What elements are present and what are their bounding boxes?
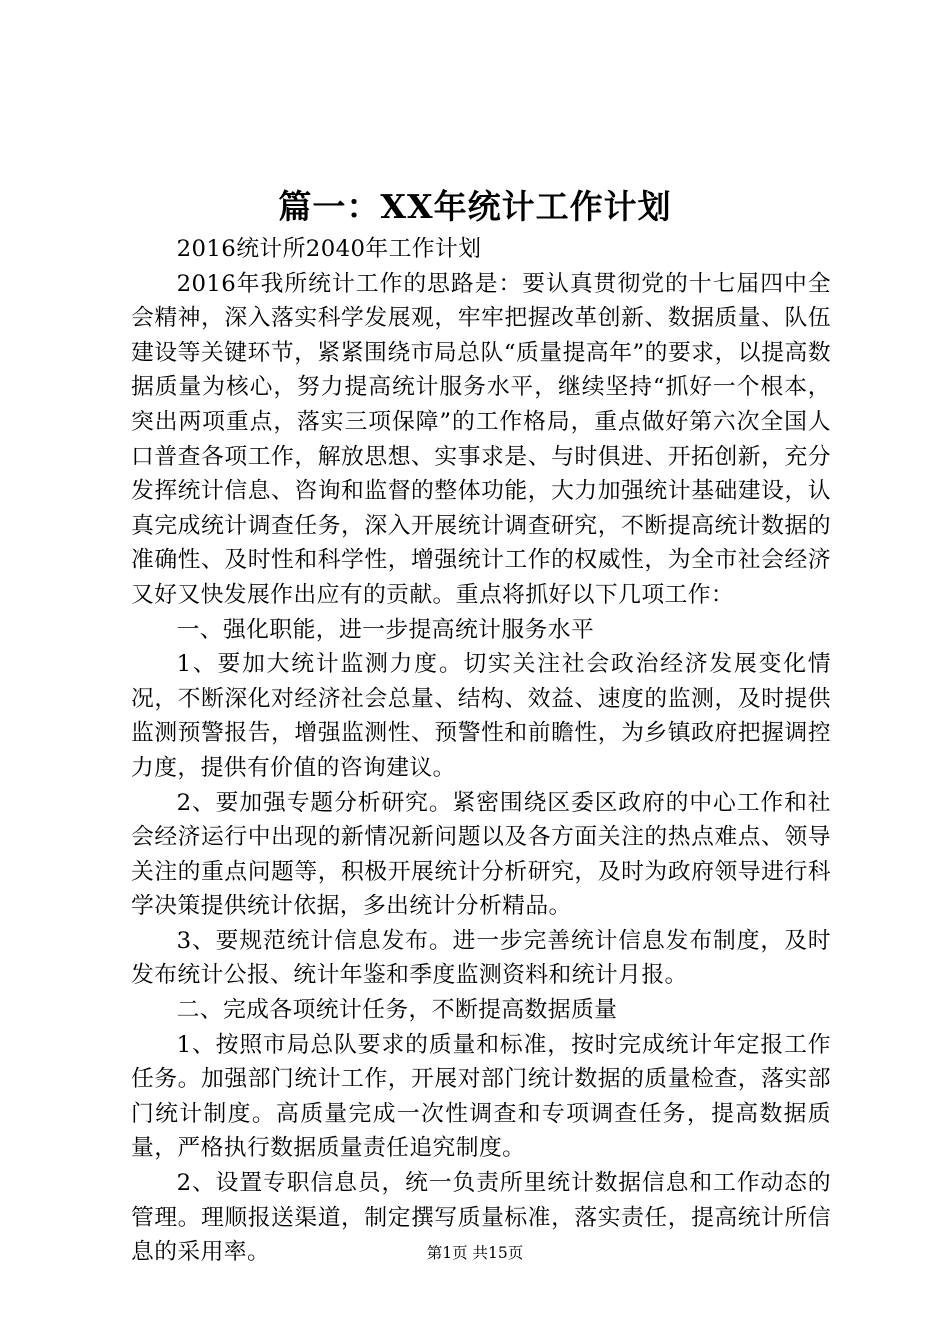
paragraph-intro: 2016年我所统计工作的思路是：要认真贯彻党的十七届四中全会精神，深入落实科学发展观，牢牢把握改革创新、数据质量、队伍建设等关键环节，紧紧围绕市局总队“质量提高年”的要求，以提高数据质量为核心，努力提高统计服务水平，继续坚持“抓好一个根本，突出两项重点，落实三项保障”的工作格局，重点做好第六次全国人口普查各项工作，解放思想、实事求是、与时俱进、开拓创新，充分发挥统计信息、咨询和监督的整体功能，大力加强统计基础建设，认真完成统计调查任务，深入开展统计调查研究，不断提高统计数据的准确性、及时性和科学性，增强统计工作的权威性，为全市社会经济又好又快发展作出应有的贡献。重点将抓好以下几项工作： (131, 270, 831, 608)
paragraph-item: 2、设置专职信息员，统一负责所里统计数据信息和工作动态的管理。理顺报送渠道，制定撰写质量标准，落实责任，提高统计所信息的采用率。 (131, 1170, 831, 1266)
paragraph-subtitle: 2016统计所2040年工作计划 (176, 236, 482, 262)
page-footer: 第1页 共15页 (426, 1244, 524, 1262)
paragraph-item: 3、要规范统计信息发布。进一步完善统计信息发布制度，及时发布统计公报、统计年鉴和季度监测资料和统计月报。 (131, 927, 831, 989)
document-body (131, 232, 831, 1270)
paragraph-item: 1、要加大统计监测力度。切实关注社会政治经济发展变化情况，不断深化对经济社会总量、结构、效益、速度的监测，及时提供监测预警报告，增强监测性、预警性和前瞻性，为乡镇政府把握调控力度，提供有价值的咨询建议。 (131, 651, 831, 781)
section-heading-1: 一、强化职能，进一步提高统计服务水平 (176, 616, 595, 643)
document-title: 篇一：XX年统计工作计划 (278, 187, 672, 226)
paragraph-item: 1、按照市局总队要求的质量和标准，按时完成统计年定报工作任务。加强部门统计工作，开展对部门统计数据的质量检查，落实部门统计制度。高质量完成一次性调查和专项调查任务，提高数据质量，严格执行数据质量责任追究制度。 (131, 1031, 831, 1162)
section-heading-2: 二、完成各项统计任务，不断提高数据质量 (176, 997, 618, 1024)
paragraph-item: 2、要加强专题分析研究。紧密围绕区委区政府的中心工作和社会经济运行中出现的新情况新问题以及各方面关注的热点难点、领导关注的重点问题等，积极开展统计分析研究，及时为政府领导进行科学决策提供统计依据，多出统计分析精品。 (131, 789, 831, 920)
